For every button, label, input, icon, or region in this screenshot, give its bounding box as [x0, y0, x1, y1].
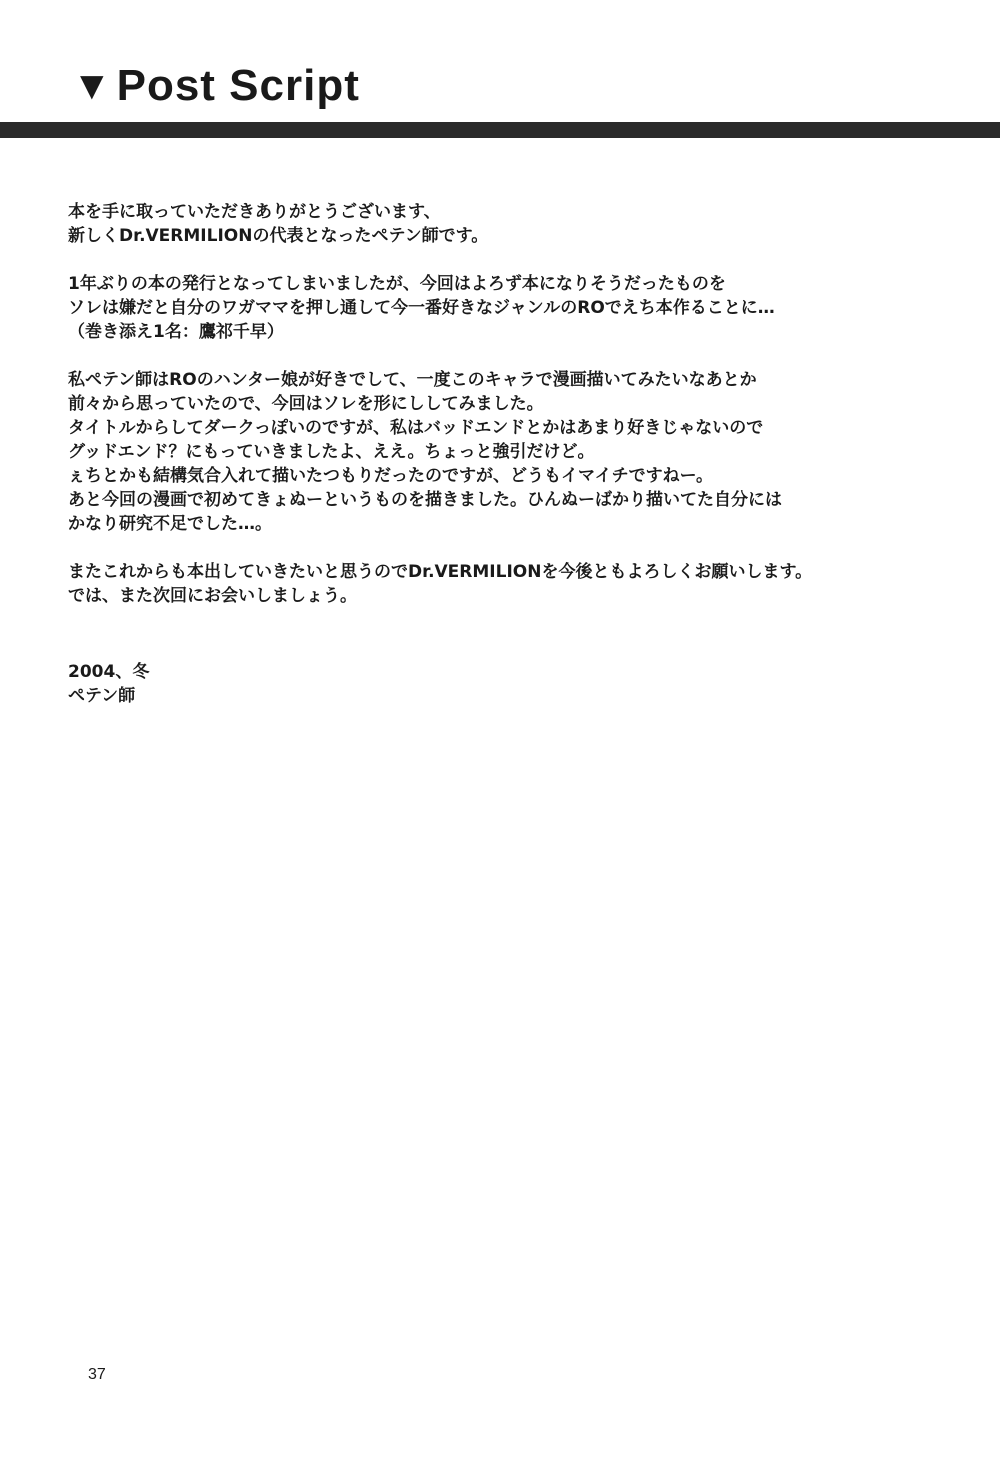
- text-line: あと今回の漫画で初めてきょぬーというものを描きました。ひんぬーばかり描いてた自分には: [68, 490, 782, 510]
- text-line: 1年ぶりの本の発行となってしまいましたが、今回はよろず本になりそうだったものを: [68, 274, 726, 294]
- text-line: またこれからも本出していきたいと思うのでDr.VERMILIONを今後ともよろしくお願いします。: [68, 562, 813, 582]
- text-line: 本を手に取っていただきありがとうございます、: [68, 202, 441, 222]
- signature-block: [68, 660, 149, 708]
- text-line: ぇちとかも結構気合入れて描いたつもりだったのですが、どうもイマイチですねー。: [68, 466, 713, 486]
- paragraph-comic-notes: [68, 368, 968, 536]
- post-script-body: [68, 200, 968, 632]
- paragraph-closing: [68, 560, 968, 608]
- text-line: （巻き添え1名：鷹祁千早）: [68, 322, 284, 342]
- text-line: 私ペテン師はROのハンター娘が好きでして、一度このキャラで漫画描いてみたいなあとか: [68, 370, 757, 390]
- heading-title: Post Script: [116, 61, 360, 110]
- page-number: 37: [88, 1366, 106, 1383]
- text-line: 新しくDr.VERMILIONの代表となったペテン師です。: [68, 226, 489, 246]
- text-line: 前々から思っていたので、今回はソレを形にししてみました。: [68, 394, 544, 414]
- heading-divider: [0, 122, 1000, 138]
- paragraph-publication: [68, 272, 968, 344]
- signature-author: ペテン師: [68, 686, 136, 706]
- page-heading: [72, 56, 360, 116]
- paragraph-greeting: [68, 200, 968, 248]
- signature-date: 2004、冬: [68, 662, 150, 682]
- text-line: ソレは嫌だと自分のワガママを押し通して今一番好きなジャンルのROでえち本作ることに…: [68, 298, 775, 318]
- triangle-down-icon: ▼: [72, 64, 113, 108]
- text-line: では、また次回にお会いしましょう。: [68, 586, 357, 606]
- text-line: かなり研究不足でした…。: [68, 514, 272, 534]
- text-line: グッドエンド？にもっていきましたよ、ええ。ちょっと強引だけど。: [68, 442, 595, 462]
- text-line: タイトルからしてダークっぽいのですが、私はバッドエンドとかはあまり好きじゃないので: [68, 418, 764, 438]
